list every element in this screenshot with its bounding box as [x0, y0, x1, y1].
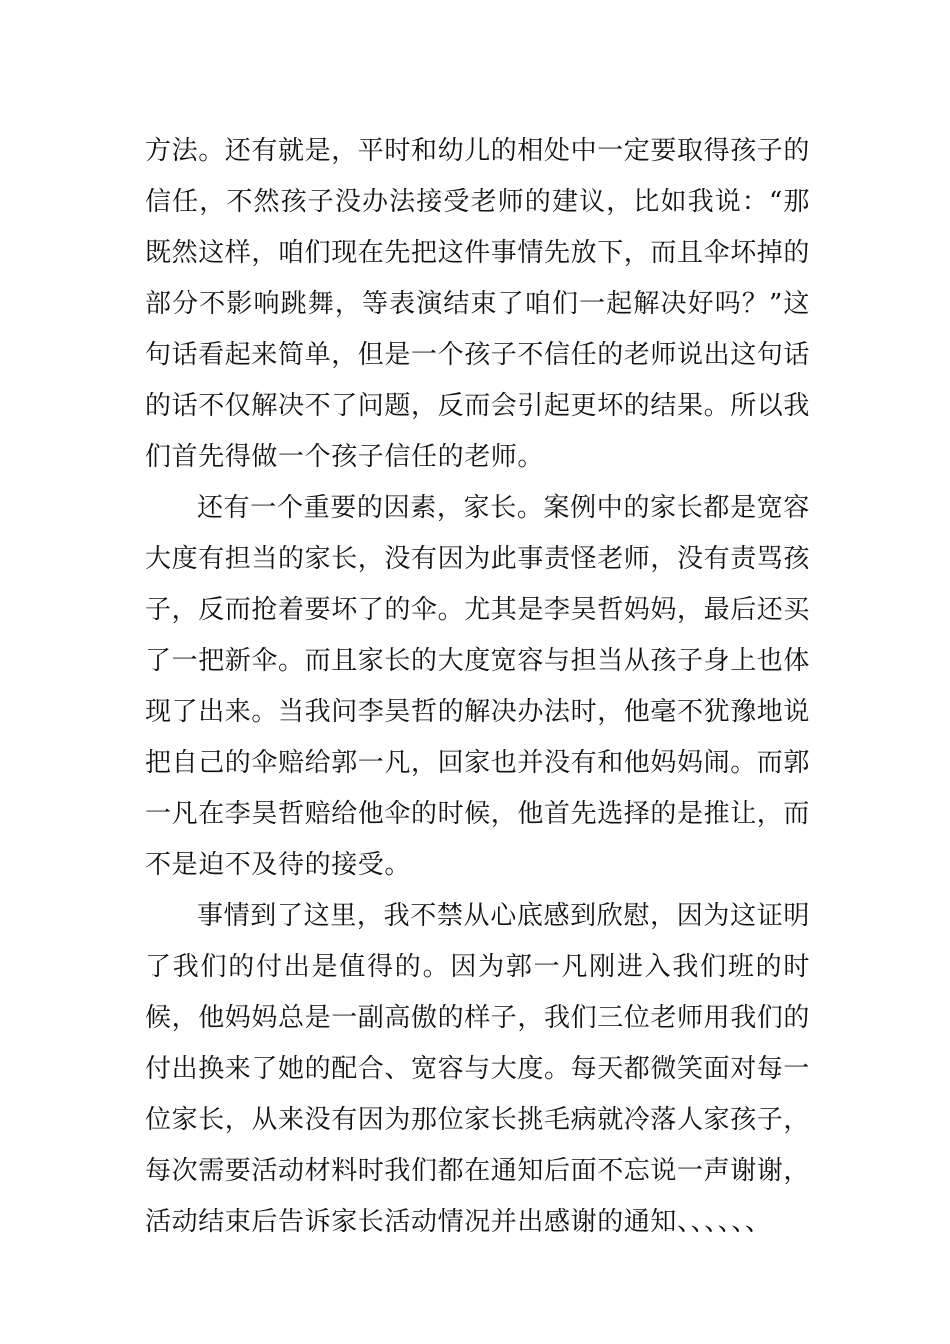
paragraph-continued: 方法。还有就是，平时和幼儿的相处中一定要取得孩子的信任，不然孩子没办法接受老师的建议，比如我说：“那既然这样，咱们现在先把这件事情先放下，而且伞坏掉的部分不影响跳舞，等表演结束了咱们一起解决好吗？”这句话看起来简单，但是一个孩子不信任的老师说出这句话的话不仅解决不了问题，反而会引起更坏的结果。所以我们首先得做一个孩子信任的老师。 [145, 136, 811, 472]
paragraph-parents-factor: 还有一个重要的因素，家长。案例中的家长都是宽容大度有担当的家长，没有因为此事责怪老师，没有责骂孩子，反而抢着要坏了的伞。尤其是李昊哲妈妈，最后还买了一把新伞。而且家长的大度宽容与担当从孩子身上也体现了出来。当我问李昊哲的解决办法时，他毫不犹豫地说把自己的伞赔给郭一凡，回家也并没有和他妈妈闹。而郭一凡在李昊哲赔给他伞的时候，他首先选择的是推让，而不是迫不及待的接受。 [145, 493, 811, 880]
document-body [145, 126, 810, 1248]
paragraph-reflection: 事情到了这里，我不禁从心底感到欣慰，因为这证明了我们的付出是值得的。因为郭一凡刚进入我们班的时候，他妈妈总是一副高傲的样子，我们三位老师用我们的付出换来了她的配合、宽容与大度。每天都微笑面对每一位家长，从来没有因为那位家长挑毛病就冷落人家孩子，每次需要活动材料时我们都在通知后面不忘说一声谢谢，活动结束后告诉家长活动情况并出感谢的通知、、、、、、 [145, 901, 811, 1237]
